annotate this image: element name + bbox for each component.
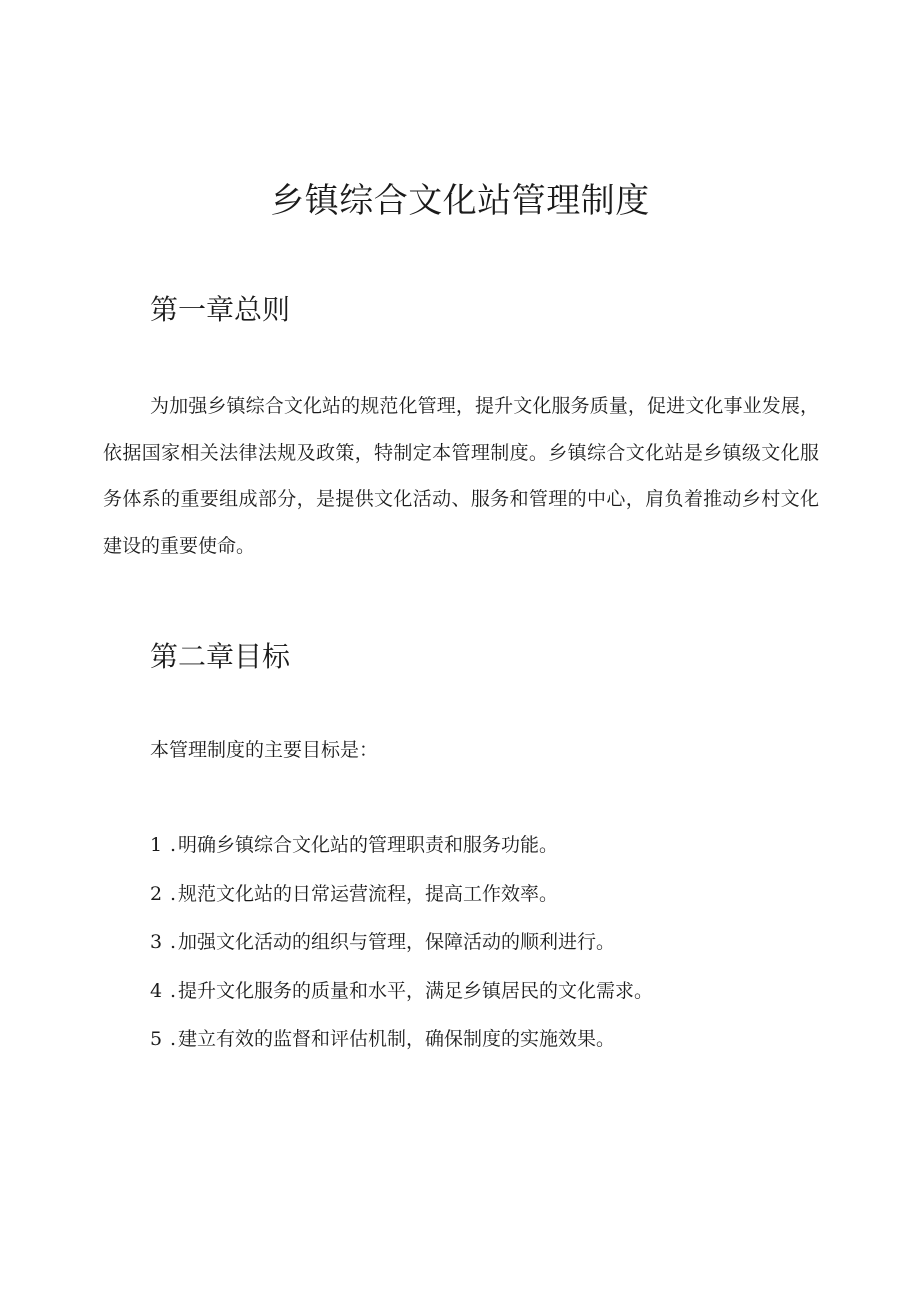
goal-text: 明确乡镇综合文化站的管理职责和服务功能。 <box>178 834 559 856</box>
goal-item <box>150 879 653 928</box>
document-title: 乡镇综合文化站管理制度 <box>270 181 650 221</box>
goal-separator: . <box>170 834 177 856</box>
chapter-1-paragraph: 为加强乡镇综合文化站的规范化管理，提升文化服务质量，促进文化事业发展，依据国家相关法律法规及政策，特制定本管理制度。乡镇综合文化站是乡镇级文化服务体系的重要组成部分，是提供文化活动、服务和管理的中心，肩负着推动乡村文化建设的重要使命。 <box>103 395 819 557</box>
chapter-2-heading: 第二章目标 <box>150 640 291 673</box>
goal-number: 2 <box>150 882 163 905</box>
goal-number: 5 <box>150 1028 163 1050</box>
goal-number: 3 <box>150 931 163 953</box>
goal-text: 规范文化站的日常运营流程，提高工作效率。 <box>178 882 559 905</box>
goal-item <box>150 1024 653 1073</box>
goal-list <box>150 830 653 1073</box>
chapter-1-heading: 第一章总则 <box>150 293 291 326</box>
goal-item <box>150 830 653 879</box>
chapter-2-intro: 本管理制度的主要目标是： <box>150 739 379 761</box>
goal-number: 4 <box>150 979 163 1002</box>
goal-separator: . <box>170 979 177 1002</box>
goal-text: 提升文化服务的质量和水平，满足乡镇居民的文化需求。 <box>178 979 654 1002</box>
goal-number: 1 <box>150 834 163 856</box>
goal-separator: . <box>170 882 177 905</box>
goal-text: 加强文化活动的组织与管理，保障活动的顺利进行。 <box>178 931 616 953</box>
goal-separator: . <box>170 931 177 953</box>
goal-text: 建立有效的监督和评估机制，确保制度的实施效果。 <box>178 1028 616 1050</box>
goal-separator: . <box>170 1028 177 1050</box>
goal-item <box>150 976 653 1025</box>
goal-item <box>150 927 653 976</box>
